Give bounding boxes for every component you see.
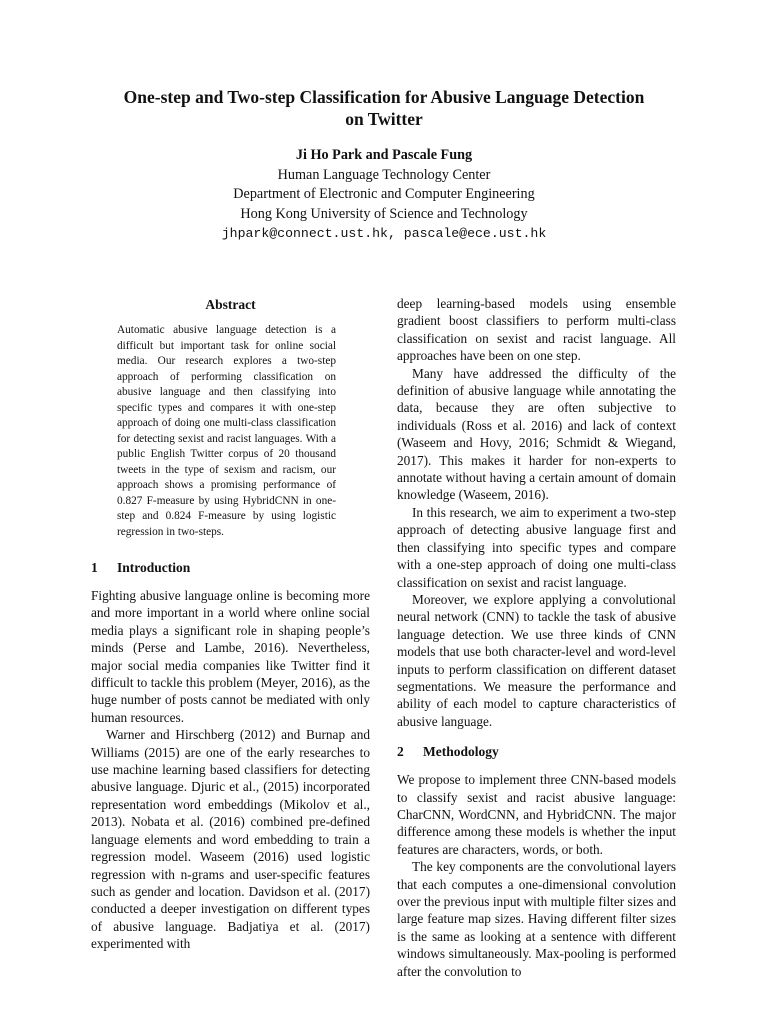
intro-paragraph: Many have addressed the difficulty of the definition of abusive language while annotating the data, because they are often subjective to individuals (Ross et al. 2016) and lack of context (Waseem and Hovy, 2016; Schmidt & Wiegand, 2017). This makes it harder for non-experts to annotate without having a certain amount of domain knowledge (Waseem, 2016). — [397, 365, 676, 503]
intro-paragraph: Moreover, we explore applying a convolutional neural network (CNN) to tackle the task of abusive language detection. We use three kinds of CNN models that use both character-level and word-level inputs to perform classification on different dataset segmentations. We measure the performance and ability of each model to capture characteristics of abusive language. — [397, 591, 676, 729]
paper-title — [60, 86, 708, 130]
intro-paragraph-continued: deep learning-based models using ensemble gradient boost classifiers to perform multi-class classification on sexist and racist language. All approaches have been on one step. — [397, 296, 676, 364]
section-number: 1 — [91, 560, 98, 575]
right-column — [397, 295, 676, 980]
section-title: Introduction — [117, 560, 191, 575]
paper-title-line1: One-step and Two-step Classification for Abusive Language Detection — [123, 87, 645, 107]
left-column — [91, 560, 370, 953]
section-heading-introduction — [91, 560, 370, 576]
affiliation-line: Hong Kong University of Science and Technology — [240, 205, 528, 222]
author-emails: jhpark@connect.ust.hk, pascale@ece.ust.hk — [221, 226, 547, 241]
method-paragraph: The key components are the convolutional layers that each computes a one-dimensional convolution over the previous input with multiple filter sizes and large feature map sizes. Having different filter sizes is the same as looking at a sentence with different windows simultaneously. Max-pooling is performed after the convolution to — [397, 859, 676, 979]
intro-paragraph: Fighting abusive language online is becoming more and more important in a world where online social media plays a significant role in shaping people’s minds (Perse and Lambe, 2016). Nevertheless, major social media companies like Twitter find it difficult to tackle this problem (Meyer, 2016), as the huge number of posts cannot be mediated with only human resources. — [91, 588, 370, 725]
abstract-text: Automatic abusive language detection is a difficult but important task for online social media. Our research explores a two-step approach of performing classification on abusive language and then classifying into specific types and compares it with one-step approach of doing one multi-class classification for detecting sexist and racist languages. With a public English Twitter corpus of 20 thousand tweets in the type of sexism and racism, our approach shows a promising performance of 0.827 F-measure by using HybridCNN in one-step and 0.824 F-measure by using logistic regression in two-steps. — [117, 324, 336, 538]
intro-paragraph: In this research, we aim to experiment a two-step approach of detecting abusive language first and then classifying into specific types and compare with a one-step approach of doing one multi-class classification on sexist and racist language. — [397, 504, 676, 590]
section-title: Methodology — [423, 744, 499, 760]
author-names: Ji Ho Park and Pascale Fung — [295, 147, 473, 163]
abstract-heading: Abstract — [205, 297, 256, 312]
affiliation-line: Department of Electronic and Computer Engineering — [233, 186, 535, 202]
author-block — [60, 146, 708, 244]
method-paragraph: We propose to implement three CNN-based models to classify sexist and racist abusive language: CharCNN, WordCNN, and HybridCNN. The major difference among these models is whether the input features are characters, words, or both. — [397, 772, 676, 857]
section-heading-methodology — [397, 744, 676, 760]
paper-title-line2: on Twitter — [345, 109, 423, 129]
section-number: 2 — [397, 744, 404, 760]
affiliation-line: Human Language Technology Center — [277, 166, 491, 183]
intro-paragraph: Warner and Hirschberg (2012) and Burnap and Williams (2015) are one of the early researches to use machine learning based classifiers for detecting abusive language. Djuric et al., (2015) incorporated representation word embeddings (Mikolov et al., 2013). Nobata et al. (2016) combined pre-defined language elements and word embedding to train a regression model. Waseem (2016) used logistic regression with n-grams and user-specific features such as gender and location. Davidson et al. (2017) conducted a deeper investigation on different types of abusive language. Badjatiya et al. (2017) experimented with — [91, 727, 370, 952]
